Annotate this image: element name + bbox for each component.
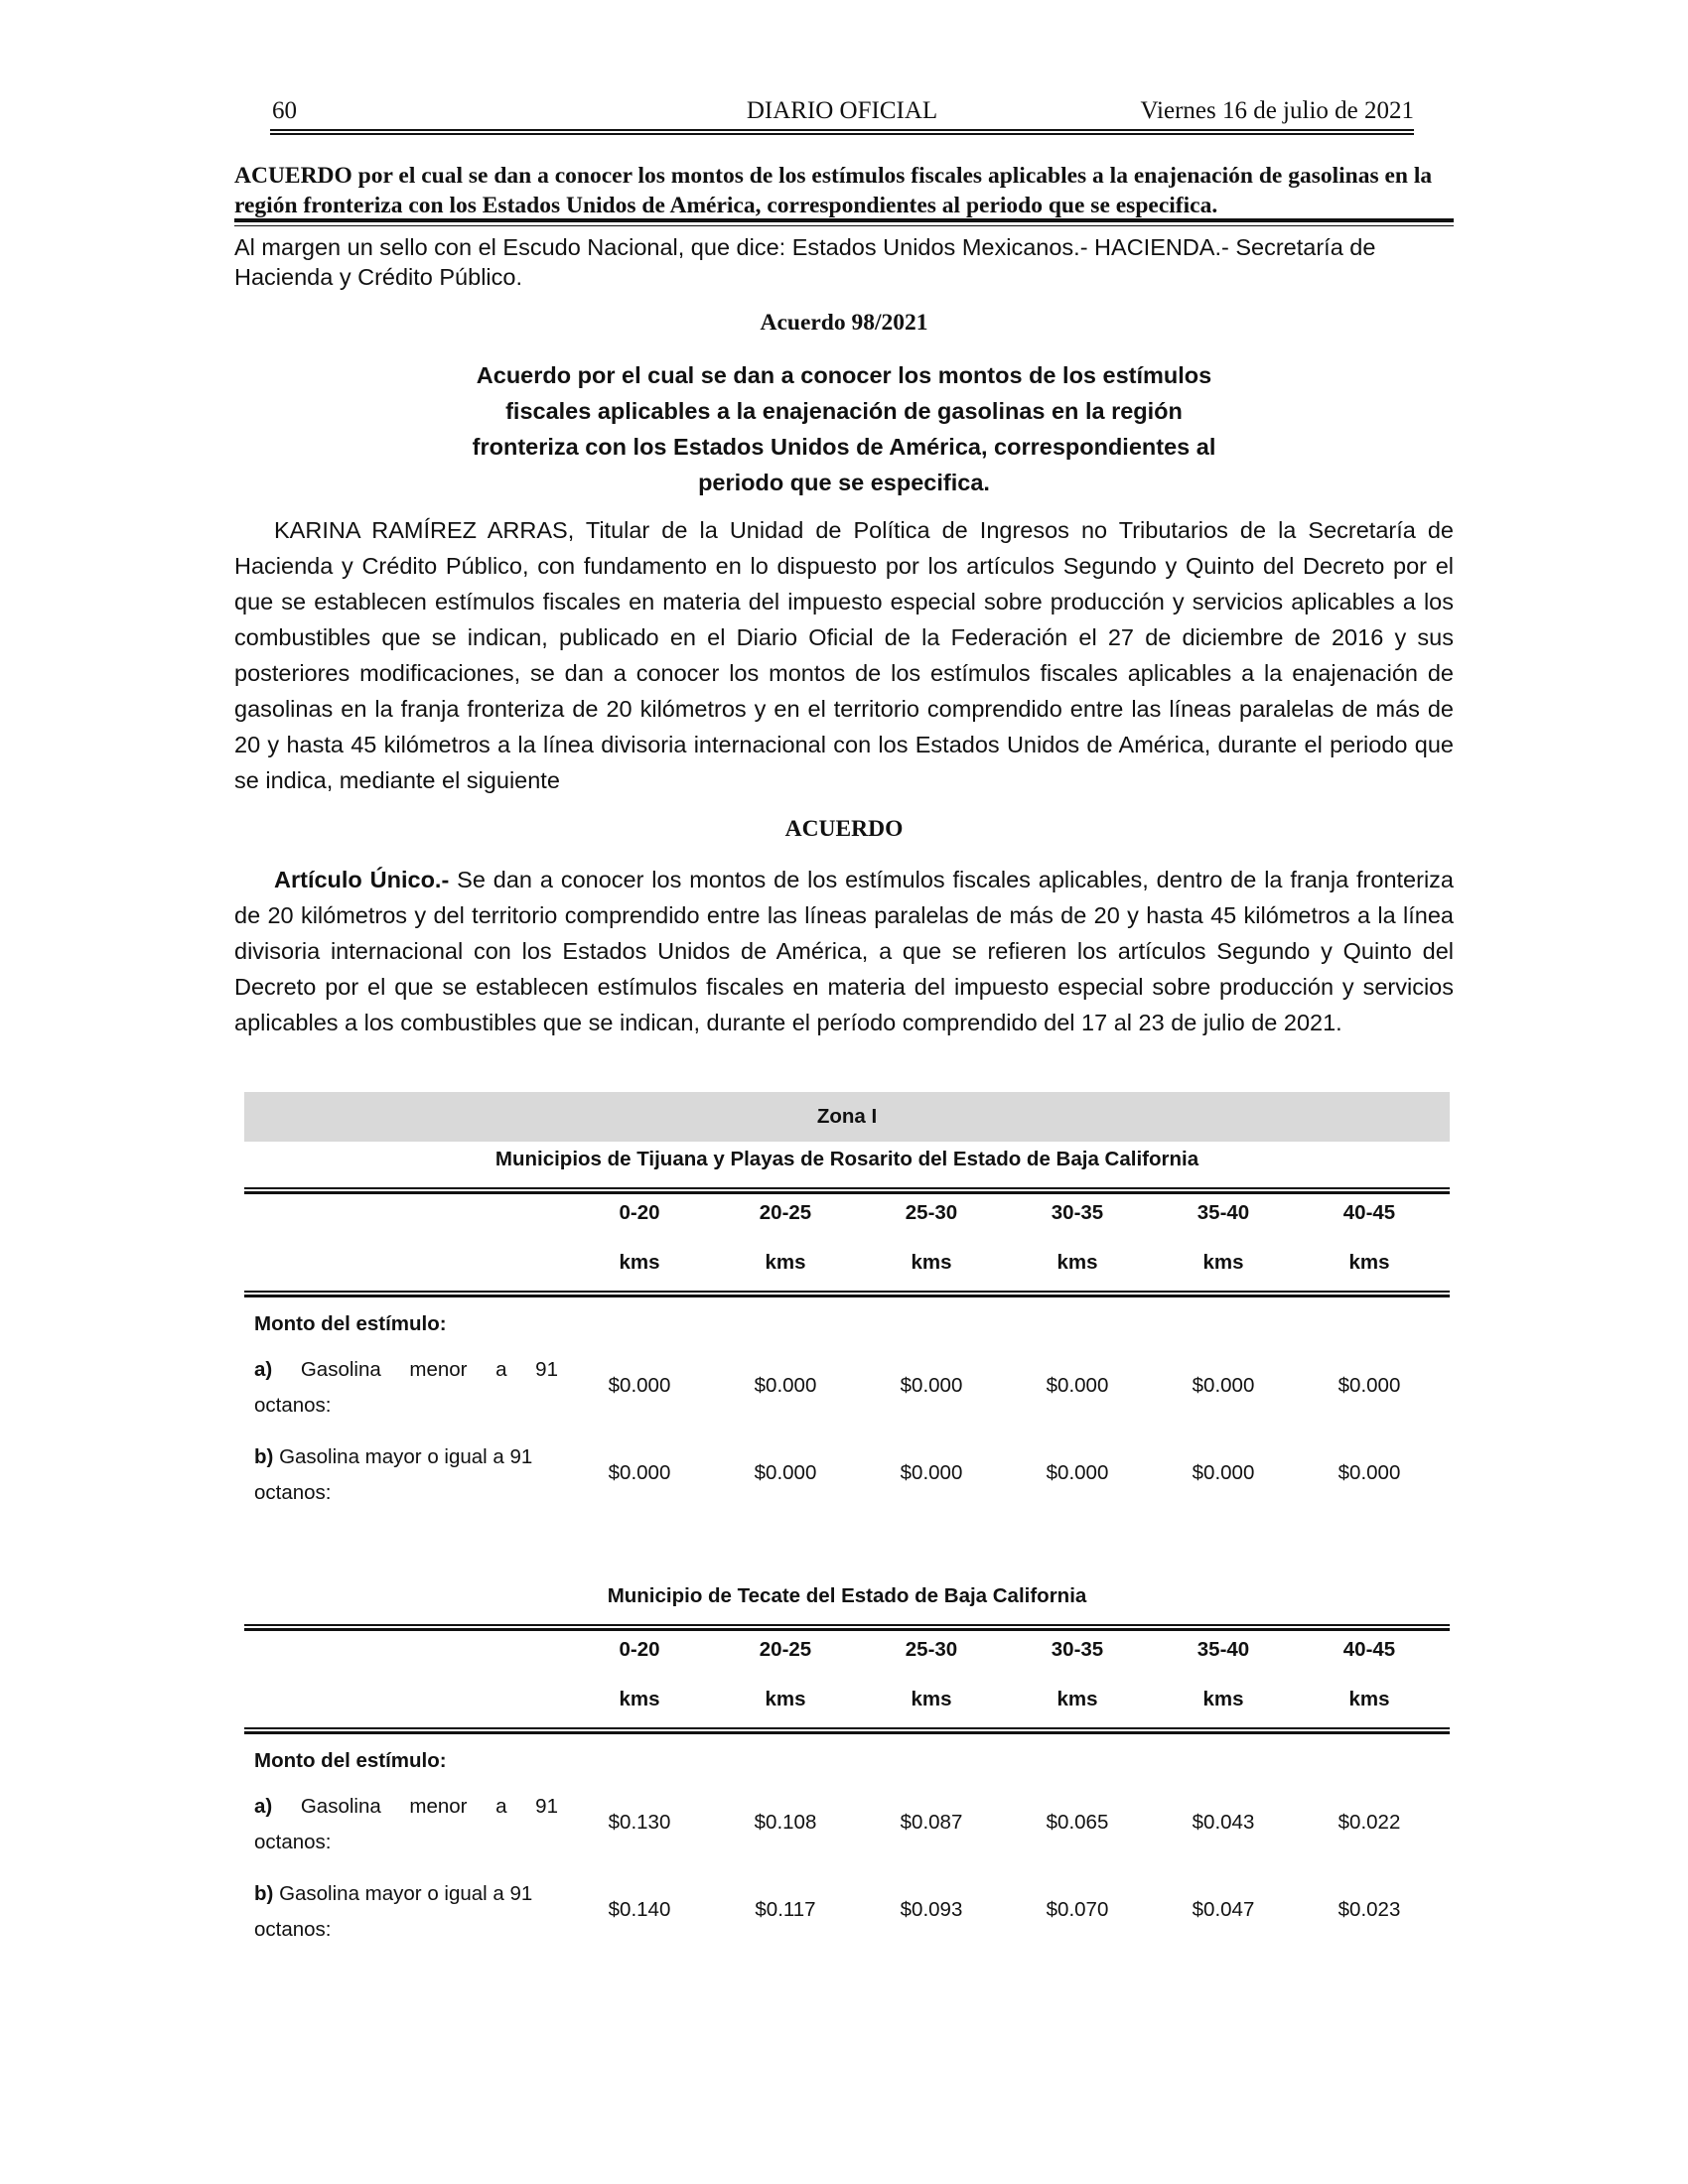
- fuel-row-label-line1: [254, 1352, 558, 1388]
- stimulus-value-cell: $0.093: [900, 1898, 963, 1921]
- title-rule-thin: [234, 225, 1454, 226]
- stimulus-value-cell: $0.000: [900, 1461, 963, 1484]
- stimulus-value-cell: $0.108: [754, 1811, 817, 1834]
- range-header: 20-25: [759, 1201, 812, 1224]
- unit-header: kms: [911, 1688, 952, 1710]
- stimulus-value-cell: $0.070: [1046, 1898, 1109, 1921]
- range-header: 0-20: [619, 1201, 660, 1224]
- unit-header: kms: [1202, 1251, 1244, 1274]
- acuerdo-heading: ACUERDO: [784, 816, 904, 842]
- fuel-row-label-line1: [254, 1439, 558, 1475]
- article-text: Se dan a conocer los montos de los estímulos fiscales aplicables, dentro de la franja fronteriza de 20 kilómetros y del territorio comprendido entre las líneas paralelas de más de 20 y hasta 45 kilómetros a la línea divisoria internacional con los Estados Unidos de América, a que se refieren los artículos Segundo y Quinto del Decreto por el que se establecen estímulos fiscales en materia del impuesto especial sobre producción y servicios aplicables a los combustibles que se indican, durante el período comprendido del 17 al 23 de julio de 2021.: [234, 867, 1454, 1035]
- range-header: 30-35: [1051, 1201, 1104, 1224]
- fuel-row-label-line2: octanos:: [254, 1394, 332, 1417]
- stimulus-value-cell: $0.000: [1337, 1461, 1401, 1484]
- stimulus-value-cell: $0.000: [608, 1461, 671, 1484]
- article-paragraph: [234, 862, 1454, 1040]
- row-label-word: Gasolina: [300, 1358, 381, 1381]
- table-2-header-rule: [244, 1727, 1450, 1734]
- unit-header: kms: [619, 1688, 660, 1710]
- row-label-word: a: [495, 1358, 507, 1381]
- unit-header: kms: [1348, 1251, 1390, 1274]
- fuel-row-label: [254, 1789, 558, 1860]
- row-prefix: b): [254, 1445, 274, 1468]
- publication-date: Viernes 16 de julio de 2021: [1140, 97, 1414, 124]
- row-label-word: Gasolina: [300, 1795, 381, 1818]
- table-2-monto-label: Monto del estímulo:: [254, 1749, 447, 1772]
- page-header: [270, 97, 1414, 133]
- fuel-row-label: [254, 1876, 558, 1948]
- range-header: 40-45: [1342, 1201, 1396, 1224]
- range-header: 35-40: [1196, 1638, 1250, 1661]
- unit-header: kms: [765, 1251, 806, 1274]
- fuel-row-label-line2: octanos:: [254, 1481, 332, 1504]
- unit-header: kms: [1348, 1688, 1390, 1710]
- range-header: 25-30: [905, 1201, 958, 1224]
- zone-header: Zona I: [244, 1092, 1450, 1142]
- page-number: 60: [272, 97, 297, 124]
- range-header: 0-20: [619, 1638, 660, 1661]
- row-label-word: 91: [535, 1358, 558, 1381]
- header-rule-2: [270, 133, 1414, 135]
- row-prefix: b): [254, 1882, 274, 1905]
- stimulus-value-cell: $0.130: [608, 1811, 671, 1834]
- unit-header: kms: [1056, 1688, 1098, 1710]
- main-title-line: fiscales aplicables a la enajenación de gasolinas en la región: [505, 398, 1183, 424]
- unit-header: kms: [1202, 1688, 1244, 1710]
- stimulus-value-cell: $0.000: [1192, 1461, 1255, 1484]
- table-1-top-rule: [244, 1187, 1450, 1194]
- table-1-monto-label: Monto del estímulo:: [254, 1312, 447, 1335]
- stimulus-value-cell: $0.000: [1046, 1374, 1109, 1397]
- stimulus-value-cell: $0.023: [1337, 1898, 1401, 1921]
- main-title-line: Acuerdo por el cual se dan a conocer los montos de los estímulos: [476, 362, 1212, 388]
- unit-header: kms: [1056, 1251, 1098, 1274]
- margin-note: Al margen un sello con el Escudo Nacional, que dice: Estados Unidos Mexicanos.- HACIENDA.- Secretaría de Hacienda y Crédito Público.: [234, 234, 1376, 290]
- fuel-row-label: [254, 1439, 558, 1511]
- article-label: Artículo Único.-: [274, 867, 450, 892]
- row-prefix: a): [254, 1795, 273, 1818]
- range-header: 35-40: [1196, 1201, 1250, 1224]
- row-prefix: a): [254, 1358, 273, 1381]
- table-2-top-rule: [244, 1624, 1450, 1631]
- stimulus-value-cell: $0.000: [900, 1374, 963, 1397]
- fuel-row-label-line1: [254, 1876, 558, 1912]
- stimulus-value-cell: $0.000: [1337, 1374, 1401, 1397]
- fuel-row-label-line2: octanos:: [254, 1918, 332, 1941]
- row-label-word: 91: [535, 1795, 558, 1818]
- intro-paragraph: KARINA RAMÍREZ ARRAS, Titular de la Unidad de Política de Ingresos no Tributarios de la Secretaría de Hacienda y Crédito Público, con fundamento en lo dispuesto por los artículos Segundo y Quinto del Decreto por el que se establecen estímulos fiscales en materia del impuesto especial sobre producción y servicios aplicables a los combustibles que se indican, publicado en el Diario Oficial de la Federación el 27 de diciembre de 2016 y sus posteriores modificaciones, se dan a conocer los montos de los estímulos fiscales aplicables a la enajenación de gasolinas en la franja fronteriza de 20 kilómetros y en el territorio comprendido entre las líneas paralelas de más de 20 y hasta 45 kilómetros a la línea divisoria internacional con los Estados Unidos de América, durante el periodo que se indica, mediante el siguiente: [234, 517, 1454, 793]
- table-1-header-rule: [244, 1291, 1450, 1297]
- header-rule: [270, 129, 1414, 131]
- table-2-title: Municipio de Tecate del Estado de Baja California: [607, 1584, 1087, 1607]
- row-label-word: menor: [409, 1795, 468, 1818]
- title-rule: [234, 218, 1454, 222]
- stimulus-value-cell: $0.043: [1192, 1811, 1255, 1834]
- fuel-row-label-line1: [254, 1789, 558, 1825]
- main-title: [417, 357, 1271, 500]
- row-label-text: Gasolina mayor o igual a 91: [279, 1882, 533, 1905]
- row-label-text: Gasolina mayor o igual a 91: [279, 1445, 533, 1468]
- stimulus-value-cell: $0.000: [754, 1374, 817, 1397]
- row-label-word: a: [495, 1795, 507, 1818]
- range-header: 25-30: [905, 1638, 958, 1661]
- stimulus-value-cell: $0.087: [900, 1811, 963, 1834]
- range-header: 30-35: [1051, 1638, 1104, 1661]
- unit-header: kms: [911, 1251, 952, 1274]
- publication-name: DIARIO OFICIAL: [746, 97, 938, 124]
- stimulus-value-cell: $0.047: [1192, 1898, 1255, 1921]
- stimulus-value-cell: $0.022: [1337, 1811, 1401, 1834]
- main-title-line: fronteriza con los Estados Unidos de América, correspondientes al: [472, 434, 1216, 460]
- stimulus-value-cell: $0.065: [1046, 1811, 1109, 1834]
- stimulus-value-cell: $0.000: [1192, 1374, 1255, 1397]
- stimulus-value-cell: $0.000: [608, 1374, 671, 1397]
- document-title: ACUERDO por el cual se dan a conocer los montos de los estímulos fiscales aplicables a la enajenación de gasolinas en la región fronteriza con los Estados Unidos de América, correspondientes al periodo que se especifica.: [234, 163, 1433, 218]
- fuel-row-label: [254, 1352, 558, 1424]
- stimulus-value-cell: $0.140: [608, 1898, 671, 1921]
- range-header: 40-45: [1342, 1638, 1396, 1661]
- stimulus-value-cell: $0.117: [755, 1898, 816, 1921]
- stimulus-value-cell: $0.000: [1046, 1461, 1109, 1484]
- table-1-title: Municipios de Tijuana y Playas de Rosarito del Estado de Baja California: [494, 1148, 1199, 1170]
- acuerdo-number: Acuerdo 98/2021: [760, 310, 928, 336]
- range-header: 20-25: [759, 1638, 812, 1661]
- main-title-line: periodo que se especifica.: [698, 470, 990, 495]
- row-label-word: menor: [409, 1358, 468, 1381]
- stimulus-value-cell: $0.000: [754, 1461, 817, 1484]
- fuel-row-label-line2: octanos:: [254, 1831, 332, 1853]
- unit-header: kms: [765, 1688, 806, 1710]
- unit-header: kms: [619, 1251, 660, 1274]
